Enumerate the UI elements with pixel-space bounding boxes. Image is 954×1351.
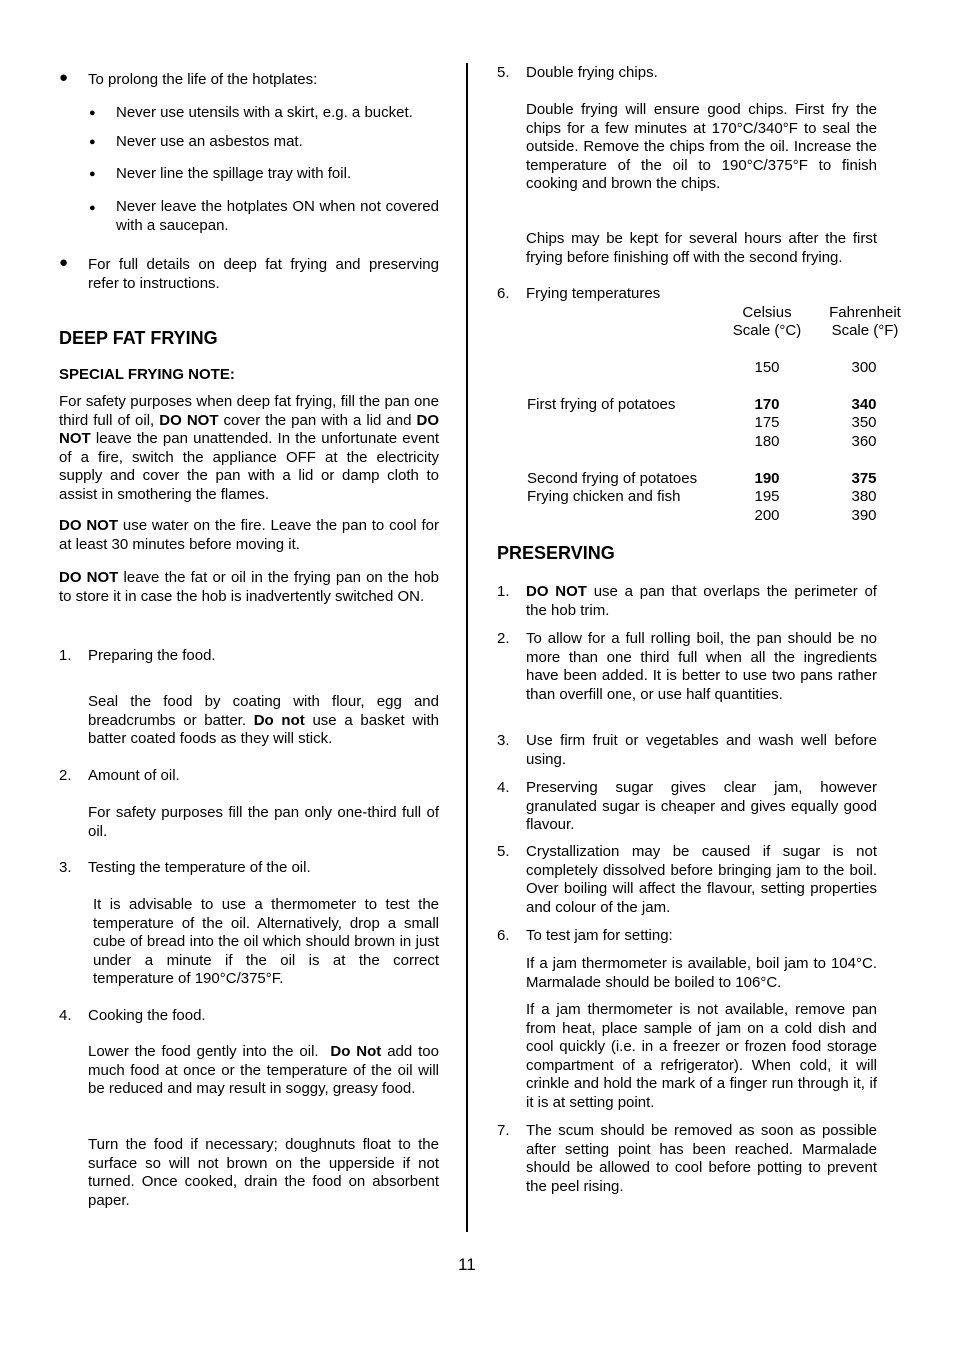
hotplate-item: Never leave the hotplates ON when not covered with a saucepan. <box>116 198 439 234</box>
row-label: Frying chicken and fish <box>527 488 681 505</box>
preserving-item: The scum should be removed as soon as possible after setting point has been reached. Marmalade should be allowed to cool before potting to prevent the peel rising. <box>526 1122 877 1195</box>
step-body: Turn the food if necessary; doughnuts float to the surface so will not brown on the upperside if not turned. Once cooked, drain the food on absorbent paper. <box>88 1136 439 1209</box>
preserving-item: Crystallization may be caused if sugar is not completely dissolved before bringing jam to the boil. Over boiling will affect the flavour, setting properties and colour of the jam. <box>526 843 877 916</box>
fahrenheit-value: 380 <box>851 488 877 505</box>
celsius-value: 170 <box>754 396 780 413</box>
bullet-icon: ● <box>89 107 96 119</box>
storage-warning-paragraph <box>59 569 439 606</box>
fahrenheit-value: 350 <box>851 414 877 431</box>
step-body: Double frying will ensure good chips. First fry the chips for a few minutes at 170°C/340°F to seal the outside. Remove the chips from the oil. Increase the temperature of the oil to 190°C/375°F to finish cooking and brown the chips. <box>526 101 877 192</box>
celsius-value: 200 <box>754 507 780 524</box>
celsius-value: 175 <box>754 414 780 431</box>
water-warning-paragraph <box>59 517 439 554</box>
step-number: 1. <box>59 647 72 664</box>
step-emphasis: Do Not <box>330 1043 382 1060</box>
bullet-icon: ● <box>89 136 96 148</box>
celsius-header: Celsius <box>742 304 792 321</box>
row-label: Second frying of potatoes <box>527 470 698 487</box>
fahrenheit-value: 390 <box>851 507 877 524</box>
step-body: For safety purposes fill the pan only one-third full of oil. <box>88 804 439 840</box>
bullet-icon: ● <box>59 69 69 86</box>
preserving-item: Preserving sugar gives clear jam, however granulated sugar is cheaper and gives equally good flavour. <box>526 779 877 833</box>
note-emphasis: DO NOT <box>59 569 119 586</box>
note-emphasis: DO NOT <box>159 411 219 429</box>
hotplate-item: Never line the spillage tray with foil. <box>116 165 352 182</box>
step-text: Seal the food by coating with flour, egg and breadcrumbs or batter. <box>88 693 439 729</box>
step-body <box>88 693 439 749</box>
note-text: leave the fat or oil in the frying pan on the hob to store it in case the hob is inadvertently switched ON. <box>59 569 439 605</box>
step-title: Preparing the food. <box>88 647 216 664</box>
bullet-icon: ● <box>59 254 69 271</box>
fahrenheit-header: Fahrenheit <box>829 304 901 321</box>
fahrenheit-value: 360 <box>851 433 877 450</box>
preserving-subitem: If a jam thermometer is not available, remove pan from heat, place sample of jam on a cold dish and cool quickly (i.e. in a freezer or frozen food storage compartment of a refrigerator). When cold, it will crinkle and hold the mark of a finger run through it, if it is at setting point. <box>526 1001 877 1111</box>
fahrenheit-value: 340 <box>851 396 877 413</box>
hotplates-intro: To prolong the life of the hotplates: <box>88 71 318 88</box>
step-number: 5. <box>497 64 510 81</box>
column-divider <box>466 63 468 1232</box>
step-number: 6. <box>497 927 510 944</box>
note-text: cover the pan with a lid and <box>223 411 412 429</box>
step-number: 3. <box>59 859 72 876</box>
hotplate-item: Never use an asbestos mat. <box>116 133 303 150</box>
step-title: Frying temperatures <box>526 285 661 302</box>
step-text: Lower the food gently into the oil. <box>88 1043 319 1060</box>
step-body: It is advisable to use a thermometer to test the temperature of the oil. Alternatively, drop a small cube of bread into the oil which should brown in just under a minute if the oil is at the correct temperature of 190°C/375°F. <box>93 896 439 987</box>
item-emphasis: DO NOT <box>526 583 587 600</box>
fahrenheit-header: Scale (°F) <box>831 322 899 339</box>
step-number: 3. <box>497 732 510 749</box>
row-label: First frying of potatoes <box>527 396 676 413</box>
fahrenheit-value: 300 <box>851 359 877 376</box>
step-number: 1. <box>497 583 510 600</box>
step-number: 4. <box>59 1007 72 1024</box>
celsius-value: 190 <box>754 470 780 487</box>
safety-note-paragraph <box>59 393 439 504</box>
step-number: 5. <box>497 843 510 860</box>
preserving-item: To allow for a full rolling boil, the pan should be no more than one third full when all the ingredients have been added. It is better to use two pans rather than overfill one, or use half quantities. <box>526 630 877 703</box>
deep-fat-frying-heading: DEEP FAT FRYING <box>59 328 218 348</box>
step-title: Testing the temperature of the oil. <box>88 859 311 876</box>
celsius-value: 150 <box>754 359 780 376</box>
note-emphasis: DO NOT <box>59 411 440 447</box>
step-body <box>88 1043 439 1099</box>
item-text: use a pan that overlaps the perimeter of the hob trim. <box>526 583 877 619</box>
step-emphasis: Do not <box>253 711 305 729</box>
special-frying-note-heading: SPECIAL FRYING NOTE: <box>59 366 235 383</box>
celsius-value: 180 <box>754 433 780 450</box>
step-number: 2. <box>59 767 72 784</box>
step-number: 4. <box>497 779 510 796</box>
full-details-note: For full details on deep fat frying and preserving refer to instructions. <box>88 256 439 292</box>
preserving-item: Use firm fruit or vegetables and wash well before using. <box>526 732 877 768</box>
step-text: use a basket with batter coated foods as they will stick. <box>88 711 439 747</box>
step-body: Chips may be kept for several hours after the first frying before finishing off with the second frying. <box>526 230 877 266</box>
bullet-icon: ● <box>89 168 96 180</box>
note-text: use water on the fire. Leave the pan to cool for at least 30 minutes before moving it. <box>59 517 439 553</box>
preserving-item: To test jam for setting: <box>526 927 673 944</box>
step-number: 2. <box>497 630 510 647</box>
step-title: Cooking the food. <box>88 1007 206 1024</box>
fahrenheit-value: 375 <box>851 470 877 487</box>
step-number: 7. <box>497 1122 510 1139</box>
bullet-icon: ● <box>89 202 96 214</box>
step-title: Double frying chips. <box>526 64 658 81</box>
preserving-subitem: If a jam thermometer is available, boil jam to 104°C. Marmalade should be boiled to 106°C. <box>526 955 877 991</box>
step-text: add too much food at once or the temperature of the oil will be reduced and may result in soggy, greasy food. <box>88 1043 439 1097</box>
page-number: 11 <box>458 1255 476 1274</box>
note-text: leave the pan unattended. In the unfortunate event of a fire, switch the appliance OFF at the electricity supply and cover the pan with a lid or damp cloth to assist in smothering the flames. <box>59 430 440 503</box>
note-text: For safety purposes when deep fat frying, fill the pan one third full of oil, <box>59 393 439 429</box>
step-number: 6. <box>497 285 510 302</box>
note-emphasis: DO NOT <box>59 517 119 534</box>
celsius-header: Scale (°C) <box>732 322 802 339</box>
hotplate-item: Never use utensils with a skirt, e.g. a bucket. <box>116 104 413 121</box>
step-title: Amount of oil. <box>88 767 180 784</box>
preserving-item <box>526 583 877 620</box>
celsius-value: 195 <box>754 488 780 505</box>
preserving-heading: PRESERVING <box>497 543 615 563</box>
